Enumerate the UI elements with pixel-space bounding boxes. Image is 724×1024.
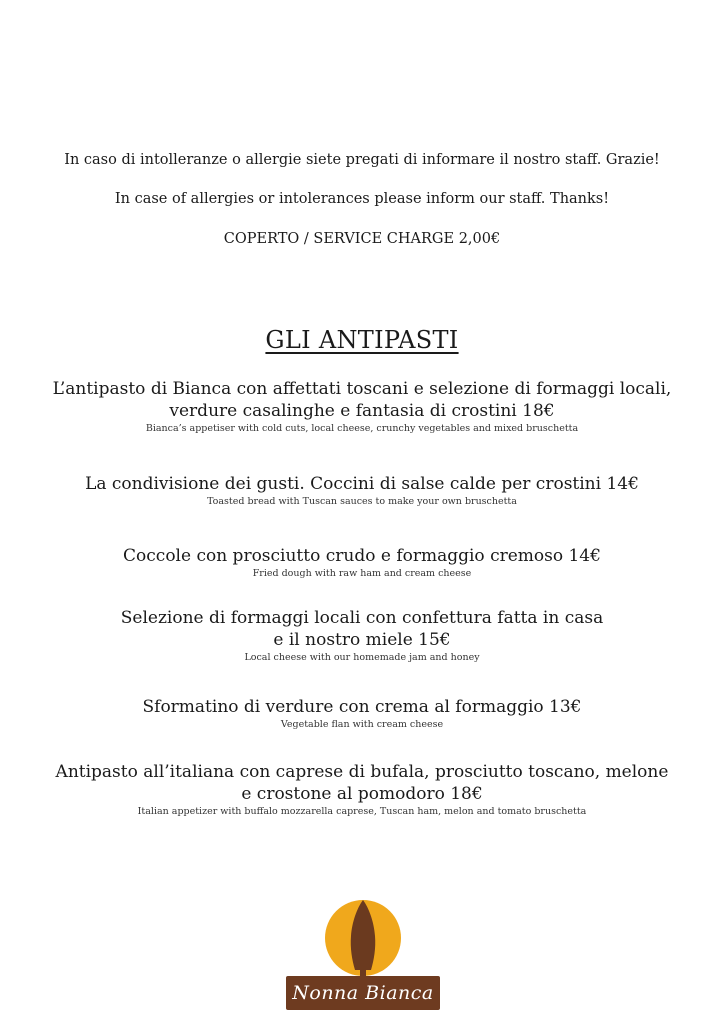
service-charge-notice: COPERTO / SERVICE CHARGE 2,00€ (223, 231, 501, 247)
allergy-notice-english: In case of allergies or intolerances please inform our staff. Thanks! (114, 191, 610, 207)
dish-item (0, 378, 724, 435)
section-title: GLI ANTIPASTI (265, 326, 459, 354)
dish-item (0, 473, 724, 508)
dish-description: Fried dough with raw ham and cream cheese (252, 568, 472, 579)
dish-item (0, 607, 724, 664)
dish-name-line: Antipasto all’italiana con caprese di bufala, prosciutto toscano, melone (55, 762, 669, 782)
dish-item (0, 761, 724, 818)
dish-name: La condivisione dei gusti. Coccini di salse calde per crostini 14€ (85, 474, 639, 494)
logo-text: Nonna Bianca (292, 982, 434, 1004)
dish-name-line: L’antipasto di Bianca con affettati toscani e selezione di formaggi locali, (52, 379, 672, 399)
dish-item (0, 696, 724, 731)
dish-name-line: Selezione di formaggi locali con confettura fatta in casa (120, 608, 604, 628)
dish-item (0, 545, 724, 580)
dish-name: Sformatino di verdure con crema al formaggio 13€ (142, 697, 582, 717)
dish-name (0, 607, 724, 651)
dish-description: Vegetable flan with cream cheese (280, 719, 444, 730)
dish-name-line: e il nostro miele 15€ (273, 630, 451, 650)
dish-name: Coccole con prosciutto crudo e formaggio cremoso 14€ (123, 546, 601, 566)
allergy-notice-italian: In caso di intolleranze o allergie siete pregati di informare il nostro staff. Grazie! (64, 152, 660, 168)
dish-description: Bianca’s appetiser with cold cuts, local cheese, crunchy vegetables and mixed bruschetta (145, 423, 579, 434)
dish-name (0, 761, 724, 805)
dish-name-line: e crostone al pomodoro 18€ (241, 784, 483, 804)
nonna-bianca-logo (286, 896, 440, 1012)
dish-name-line: verdure casalinghe e fantasia di crostini 18€ (169, 401, 555, 421)
dish-description: Toasted bread with Tuscan sauces to make your own bruschetta (207, 496, 517, 507)
dish-description: Italian appetizer with buffalo mozzarella caprese, Tuscan ham, melon and tomato bruschetta (137, 806, 587, 817)
dish-description: Local cheese with our homemade jam and honey (244, 652, 480, 663)
dish-name (0, 378, 724, 422)
